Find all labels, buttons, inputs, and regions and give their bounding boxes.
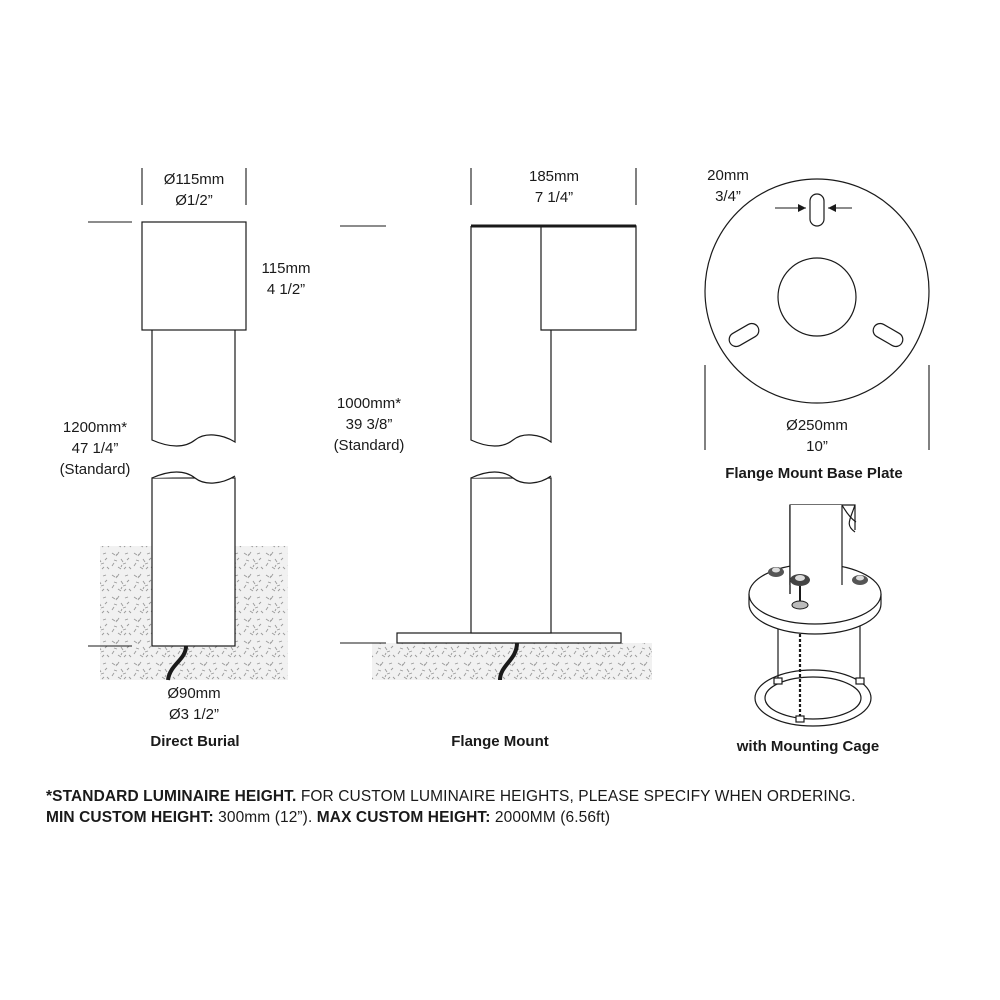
- base-plate-outline: [705, 179, 929, 403]
- width-mm: 185mm: [528, 168, 580, 185]
- custom-height-note: [46, 809, 610, 827]
- bottom-diameter-in: Ø3 1/2”: [168, 706, 220, 723]
- left-slot: [727, 321, 762, 349]
- cage-bottom-ring: [755, 670, 871, 726]
- mounting-cage-drawing: [736, 505, 881, 755]
- flange-mount-caption: Flange Mount: [451, 733, 549, 750]
- base-plate-drawing: [705, 167, 929, 482]
- pole-upper: [471, 226, 551, 446]
- width-in: 7 1/4”: [534, 189, 574, 206]
- min-height-value: 300mm (12”).: [213, 809, 317, 826]
- bolt: [768, 567, 784, 577]
- flange-mount-drawing: [334, 168, 652, 750]
- head-height-mm: 115mm: [261, 260, 311, 277]
- max-height-label: MAX CUSTOM HEIGHT:: [316, 809, 491, 826]
- pole-height-note: (Standard): [59, 461, 131, 478]
- plate-diameter-mm: Ø250mm: [786, 417, 848, 434]
- direct-burial-caption: Direct Burial: [150, 733, 240, 750]
- flange-base-plate: [397, 633, 621, 643]
- pole-upper: [152, 330, 235, 446]
- luminaire-head: [142, 222, 246, 330]
- note-text: FOR CUSTOM LUMINAIRE HEIGHTS, PLEASE SPECIFY WHEN ORDERING.: [296, 788, 856, 805]
- ground-soil: [372, 643, 652, 680]
- max-height-value: 2000MM (6.56ft): [490, 809, 611, 826]
- direct-burial-drawing: [60, 168, 311, 750]
- right-slot: [871, 321, 906, 349]
- pole-height-mm: 1200mm*: [62, 419, 128, 436]
- bottom-diameter-mm: Ø90mm: [167, 685, 221, 702]
- top-slot: [810, 194, 824, 226]
- slot-width-in: 3/4”: [715, 188, 741, 205]
- plate-diameter-in: 10”: [806, 438, 828, 455]
- note-bold: *STANDARD LUMINAIRE HEIGHT.: [46, 788, 297, 805]
- head-height-in: 4 1/2”: [266, 281, 306, 298]
- standard-height-note: [46, 788, 856, 806]
- center-hole: [778, 258, 856, 336]
- base-plate-caption: Flange Mount Base Plate: [725, 465, 903, 482]
- bolt: [852, 575, 868, 585]
- pole-height-in: 47 1/4”: [71, 440, 119, 457]
- pole-height-mm: 1000mm*: [336, 395, 402, 412]
- pole-lower: [152, 478, 235, 646]
- min-height-label: MIN CUSTOM HEIGHT:: [46, 809, 214, 826]
- top-diameter-mm: Ø115mm: [163, 171, 225, 188]
- slot-width-mm: 20mm: [707, 167, 749, 184]
- pole-lower: [471, 478, 551, 633]
- mounting-cage-caption: with Mounting Cage: [736, 738, 880, 755]
- top-diameter-in: Ø1/2”: [175, 192, 213, 209]
- pole-height-in: 39 3/8”: [345, 416, 393, 433]
- pole-height-note: (Standard): [333, 437, 405, 454]
